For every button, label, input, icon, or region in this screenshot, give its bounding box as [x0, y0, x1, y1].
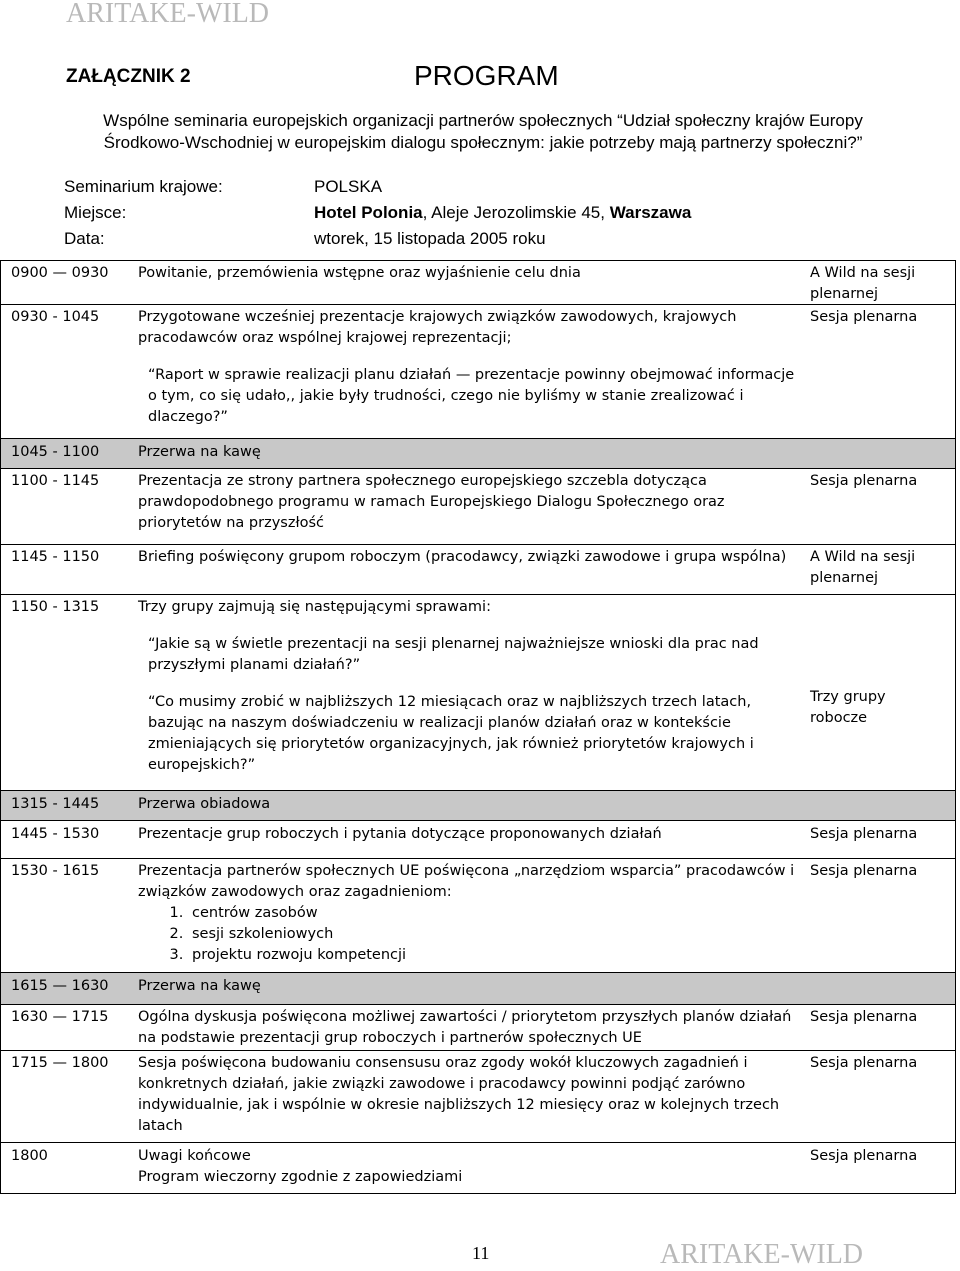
- row-time: 1715 — 1800: [11, 1055, 109, 1071]
- row-session: [808, 597, 955, 790]
- row-quote: “Jakie są w świetle prezentacji na sesji plenarnej najważniejsze wnioski dla prac nad przyszłymi planami działań?”: [148, 636, 759, 673]
- row-session: Sesja plenarna: [810, 826, 918, 842]
- schedule-row-break: [1, 439, 955, 469]
- row-session: Sesja plenarna: [810, 309, 918, 325]
- schedule-row: [1, 261, 955, 305]
- row-time: 1630 — 1715: [11, 1009, 109, 1025]
- subtitle: [28, 110, 938, 154]
- row-time: 1145 - 1150: [11, 549, 100, 565]
- schedule-table: [0, 260, 956, 1194]
- row-text: Uwagi końcowe: [138, 1148, 251, 1164]
- schedule-row: [1, 469, 955, 545]
- row-session: Sesja plenarna: [810, 1055, 918, 1071]
- schedule-row: [1, 1143, 955, 1193]
- list-item: 3. projektu rozwoju kompetencji: [188, 945, 802, 966]
- row-quote: “Raport w sprawie realizacji planu działań — prezentacje powinny obejmować informacje o tym, co się udało,, jakie były trudności, czego nie byliśmy w stanie zrealizować i dlaczego?”: [148, 367, 795, 425]
- row-session: Sesja plenarna: [810, 1009, 918, 1025]
- info-row-date: [64, 226, 691, 252]
- list-item: 2. sesji szkoleniowych: [188, 924, 802, 945]
- watermark-top: ARITAKE-WILD: [66, 0, 270, 29]
- schedule-row: [1, 305, 955, 439]
- row-text: Przygotowane wcześniej prezentacje krajowych związków zawodowych, krajowych pracodawców oraz wspólnej krajowej reprezentacji;: [138, 309, 737, 346]
- row-session: A Wild na sesji plenarnej: [810, 265, 916, 302]
- seminar-label: Seminarium krajowe:: [64, 177, 223, 196]
- subtitle-line-1: Wspólne seminaria europejskich organizacji partnerów społecznych “Udział społeczny krajów Europy: [103, 111, 863, 130]
- row-time: 1045 - 1100: [11, 444, 100, 460]
- place-value: [314, 200, 691, 226]
- place-hotel: Hotel Polonia: [314, 203, 423, 222]
- row-description: Powitanie, przemówienia wstępne oraz wyjaśnienie celu dnia: [138, 265, 581, 281]
- row-description: Przerwa obiadowa: [138, 796, 271, 812]
- row-session-text: Trzy grupy robocze: [810, 689, 886, 726]
- schedule-row: [1, 595, 955, 791]
- row-description: [138, 307, 808, 438]
- row-time: 0900 — 0930: [11, 265, 109, 281]
- annex-label: ZAŁĄCZNIK 2: [66, 66, 191, 87]
- row-time: 1315 - 1445: [11, 796, 100, 812]
- date-value: wtorek, 15 listopada 2005 roku: [314, 229, 546, 248]
- row-description: [138, 1146, 808, 1193]
- row-time: 1100 - 1145: [11, 473, 100, 489]
- list-item: 1. centrów zasobów: [188, 903, 802, 924]
- info-row-seminar: [64, 174, 691, 200]
- row-description: Prezentacje grup roboczych i pytania dotyczące proponowanych działań: [138, 826, 662, 842]
- subtitle-line-2: Środkowo-Wschodniej w europejskim dialogu społecznym: jakie potrzeby mają partnerzy społeczni?”: [103, 133, 863, 152]
- row-description: Przerwa na kawę: [138, 444, 261, 460]
- row-text: Prezentacja partnerów społecznych UE poświęcona „narzędziom wsparcia” pracodawców i związków zawodowych oraz zagadnieniom:: [138, 863, 795, 900]
- row-session: A Wild na sesji plenarnej: [810, 549, 916, 586]
- row-description: Prezentacja ze strony partnera społecznego europejskiego szczebla dotycząca prawdopodobnego programu w ramach Europejskiego Dialogu Społecznego oraz priorytetów na przyszłość: [138, 473, 725, 531]
- place-city: Warszawa: [609, 203, 692, 222]
- schedule-row: [1, 859, 955, 973]
- row-time: 1445 - 1530: [11, 826, 100, 842]
- row-text: Trzy grupy zajmują się następującymi sprawami:: [138, 599, 491, 615]
- date-label: Data:: [64, 229, 105, 248]
- seminar-value: POLSKA: [314, 177, 383, 196]
- page-title: PROGRAM: [414, 60, 559, 91]
- info-row-place: [64, 200, 691, 226]
- watermark-bottom: ARITAKE-WILD: [660, 1239, 864, 1270]
- row-session: Sesja plenarna: [810, 863, 918, 879]
- row-description: Przerwa na kawę: [138, 978, 261, 994]
- row-description: Sesja poświęcona budowaniu consensusu oraz zgody wokół kluczowych zagadnień i konkretnych działań, jakie związki zawodowe i pracodawcy powinni podjąć zarówno indywidualnie, jak i wspólnie w okresie najbliższych 12 miesięcy oraz w kolejnych trzech latach: [138, 1055, 780, 1134]
- schedule-row: [1, 1051, 955, 1143]
- row-description: [138, 597, 808, 790]
- row-session: Sesja plenarna: [810, 1148, 918, 1164]
- row-text-evening: Program wieczorny zgodnie z zapowiedziami: [138, 1169, 463, 1185]
- row-description: [138, 861, 808, 972]
- topic-list: [138, 903, 802, 966]
- row-time: 1530 - 1615: [11, 863, 100, 879]
- schedule-row: [1, 821, 955, 859]
- place-label: Miejsce:: [64, 203, 127, 222]
- schedule-row-break: [1, 973, 955, 1005]
- row-description: Briefing poświęcony grupom roboczym (pracodawcy, związki zawodowe i grupa wspólna): [138, 549, 787, 565]
- seminar-info: [64, 174, 691, 252]
- schedule-row-break: [1, 791, 955, 821]
- row-time: 0930 - 1045: [11, 309, 100, 325]
- row-session: Sesja plenarna: [810, 473, 918, 489]
- row-quote: “Co musimy zrobić w najbliższych 12 miesiącach oraz w najbliższych trzech latach, bazując na naszym doświadczeniu w realizacji planów działań oraz w kontekście zmieniających się priorytetów organizacyjnych, jak również priorytetów krajowych i europejskich?”: [148, 694, 754, 773]
- schedule-row: [1, 1005, 955, 1051]
- row-time: 1150 - 1315: [11, 599, 100, 615]
- page-number: 11: [472, 1243, 490, 1263]
- row-description: Ogólna dyskusja poświęcona możliwej zawartości / priorytetom przyszłych planów działań na podstawie prezentacji grup roboczych i partnerów społecznych UE: [138, 1009, 792, 1046]
- place-address: , Aleje Jerozolimskie 45,: [422, 203, 610, 222]
- row-time: 1800: [11, 1148, 48, 1164]
- row-time: 1615 — 1630: [11, 978, 109, 994]
- schedule-row: [1, 545, 955, 595]
